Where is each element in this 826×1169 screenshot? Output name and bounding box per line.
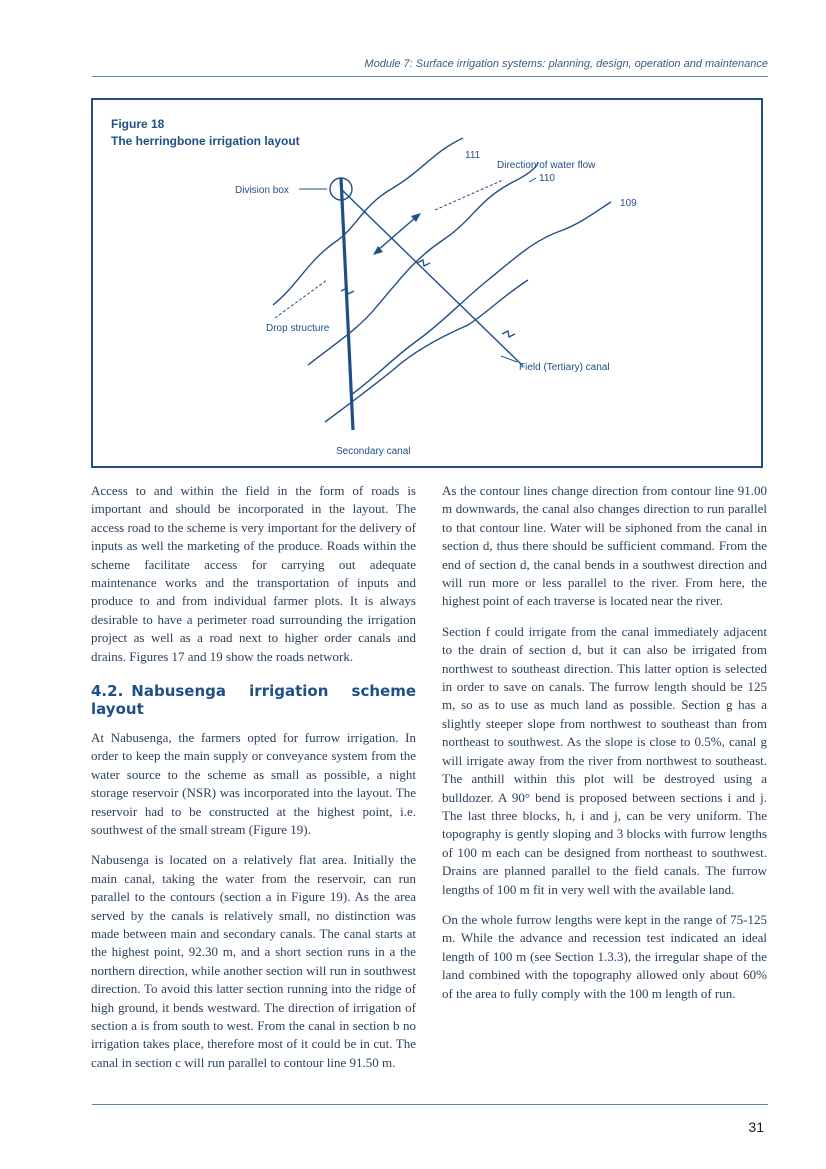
paragraph-nabusenga-intro: At Nabusenga, the farmers opted for furrow irrigation. In order to keep the main supply or conveyance system from the water source to the scheme as small as possible, a night storage reservoir (NSR) was incorporated into the layout. The reservoir had to be constructed at the highest point, i.e. southwest of the small stream (Figure 19). — [91, 729, 416, 837]
section-number: 4.2. — [91, 682, 124, 701]
right-column — [442, 482, 767, 1015]
label-contour-111: 111 — [465, 150, 481, 161]
page-number: 31 — [748, 1119, 764, 1135]
drop-structure-leader — [275, 280, 327, 318]
herringbone-diagram — [93, 100, 761, 466]
footer-rule — [92, 1104, 768, 1105]
contour-line-108 — [325, 280, 528, 422]
left-column — [91, 482, 416, 1084]
paragraph-roads: Access to and within the field in the form of roads is important and should be incorporated in the layout. The access road to the scheme is very important for the delivery of inputs as well the marketing of the produce. Roads within the scheme facilitate access for carrying out adequate maintenance works and the transportation of inputs and produce to and from individual farmer plots. It is always desirable to have a perimeter road surrounding the irrigation project as well as a road next to higher order canals and drains. Figures 17 and 19 show the roads network. — [91, 483, 416, 664]
drop-structure-tick-1 — [341, 288, 354, 294]
label-flow-direction: Direction of water flow — [497, 160, 596, 171]
paragraph-contour-direction: As the contour lines change direction from contour line 91.00 m downwards, the canal also changes direction to run parallel to that contour line. Water will be siphoned from the canal in section d, thus there should be sufficient command. From the end of section d, the canal bends in a southwest direction and will run more or less parallel to the river. From here, the highest point of each traverse is located near the river. — [442, 483, 767, 609]
section-title: Nabusenga irrigation scheme layout — [91, 682, 416, 719]
flow-arrow-shaft — [378, 218, 415, 250]
figure-title: The herringbone irrigation layout — [111, 134, 300, 148]
label-drop-structure: Drop structure — [266, 323, 330, 334]
field-canal-line — [341, 189, 523, 366]
figure-number: Figure 18 — [111, 117, 165, 131]
figure-caption — [111, 116, 300, 150]
paragraph-nabusenga-canal: Nabusenga is located on a relatively flat area. Initially the main canal, taking the water from the reservoir, can run parallel to the contours (section a in Figure 19). As the area served by the canals is relatively small, no distinction was made between main and secondary canals. The canal starts at the highest point, 92.30 m, and a short section runs in a the northern direction, while another section will run in southwest direction. To avoid this latter section running into the ridge of high ground, it bends westward. The direction of irrigation of section a is from south to west. From the canal in section b no irrigation takes place, therefore most of it could be in cut. The canal in section c will run parallel to contour line 91.50 m. — [91, 852, 416, 1070]
paragraph-sections: Section f could irrigate from the canal immediately adjacent to the drain of section d, but it can also be irrigated from northwest to southeast direction. This latter option is selected in order to save on canals. The furrow length should be 125 m, so as to use as much land as possible. Section g has a slightly steeper slope from northwest to southeast than from northeast to southwest. As the slope is close to 0.5%, canal g will irrigate away from the river from northwest to southeast. The anthill within this plot will be destroyed using a bulldozer. A 90° bend is proposed between sections i and j. The last three blocks, h, i and j, can be very uniform. The topography is gently sloping and 3 blocks with furrow lengths of 100 m each can be designed from northeast to southwest. Drains are planned parallel to the field canals. The furrow lengths of 100 m fit in very well with the available land. — [442, 623, 767, 897]
label-division-box: Division box — [235, 185, 289, 196]
section-heading — [91, 682, 416, 719]
running-header: Module 7: Surface irrigation systems: planning, design, operation and maintenance — [364, 58, 768, 70]
secondary-canal-line — [341, 178, 353, 430]
label-contour-109: 109 — [620, 198, 637, 209]
paragraph-furrow-lengths: On the whole furrow lengths were kept in the range of 75-125 m. While the advance and recession test indicated an ideal length of 100 m (see Section 1.3.3), the irregular shape of the land combined with the topography allowed only about 60% of the area to fully comply with the 100 m length of run. — [442, 911, 767, 1001]
contour-110-leader — [529, 178, 536, 182]
drop-structure-tick-3 — [502, 331, 515, 337]
label-contour-110: 110 — [539, 173, 555, 184]
label-secondary-canal: Secondary canal — [336, 446, 411, 457]
header-rule — [92, 76, 768, 77]
label-field-canal: Field (Tertiary) canal — [519, 362, 610, 373]
figure-18 — [91, 98, 763, 468]
